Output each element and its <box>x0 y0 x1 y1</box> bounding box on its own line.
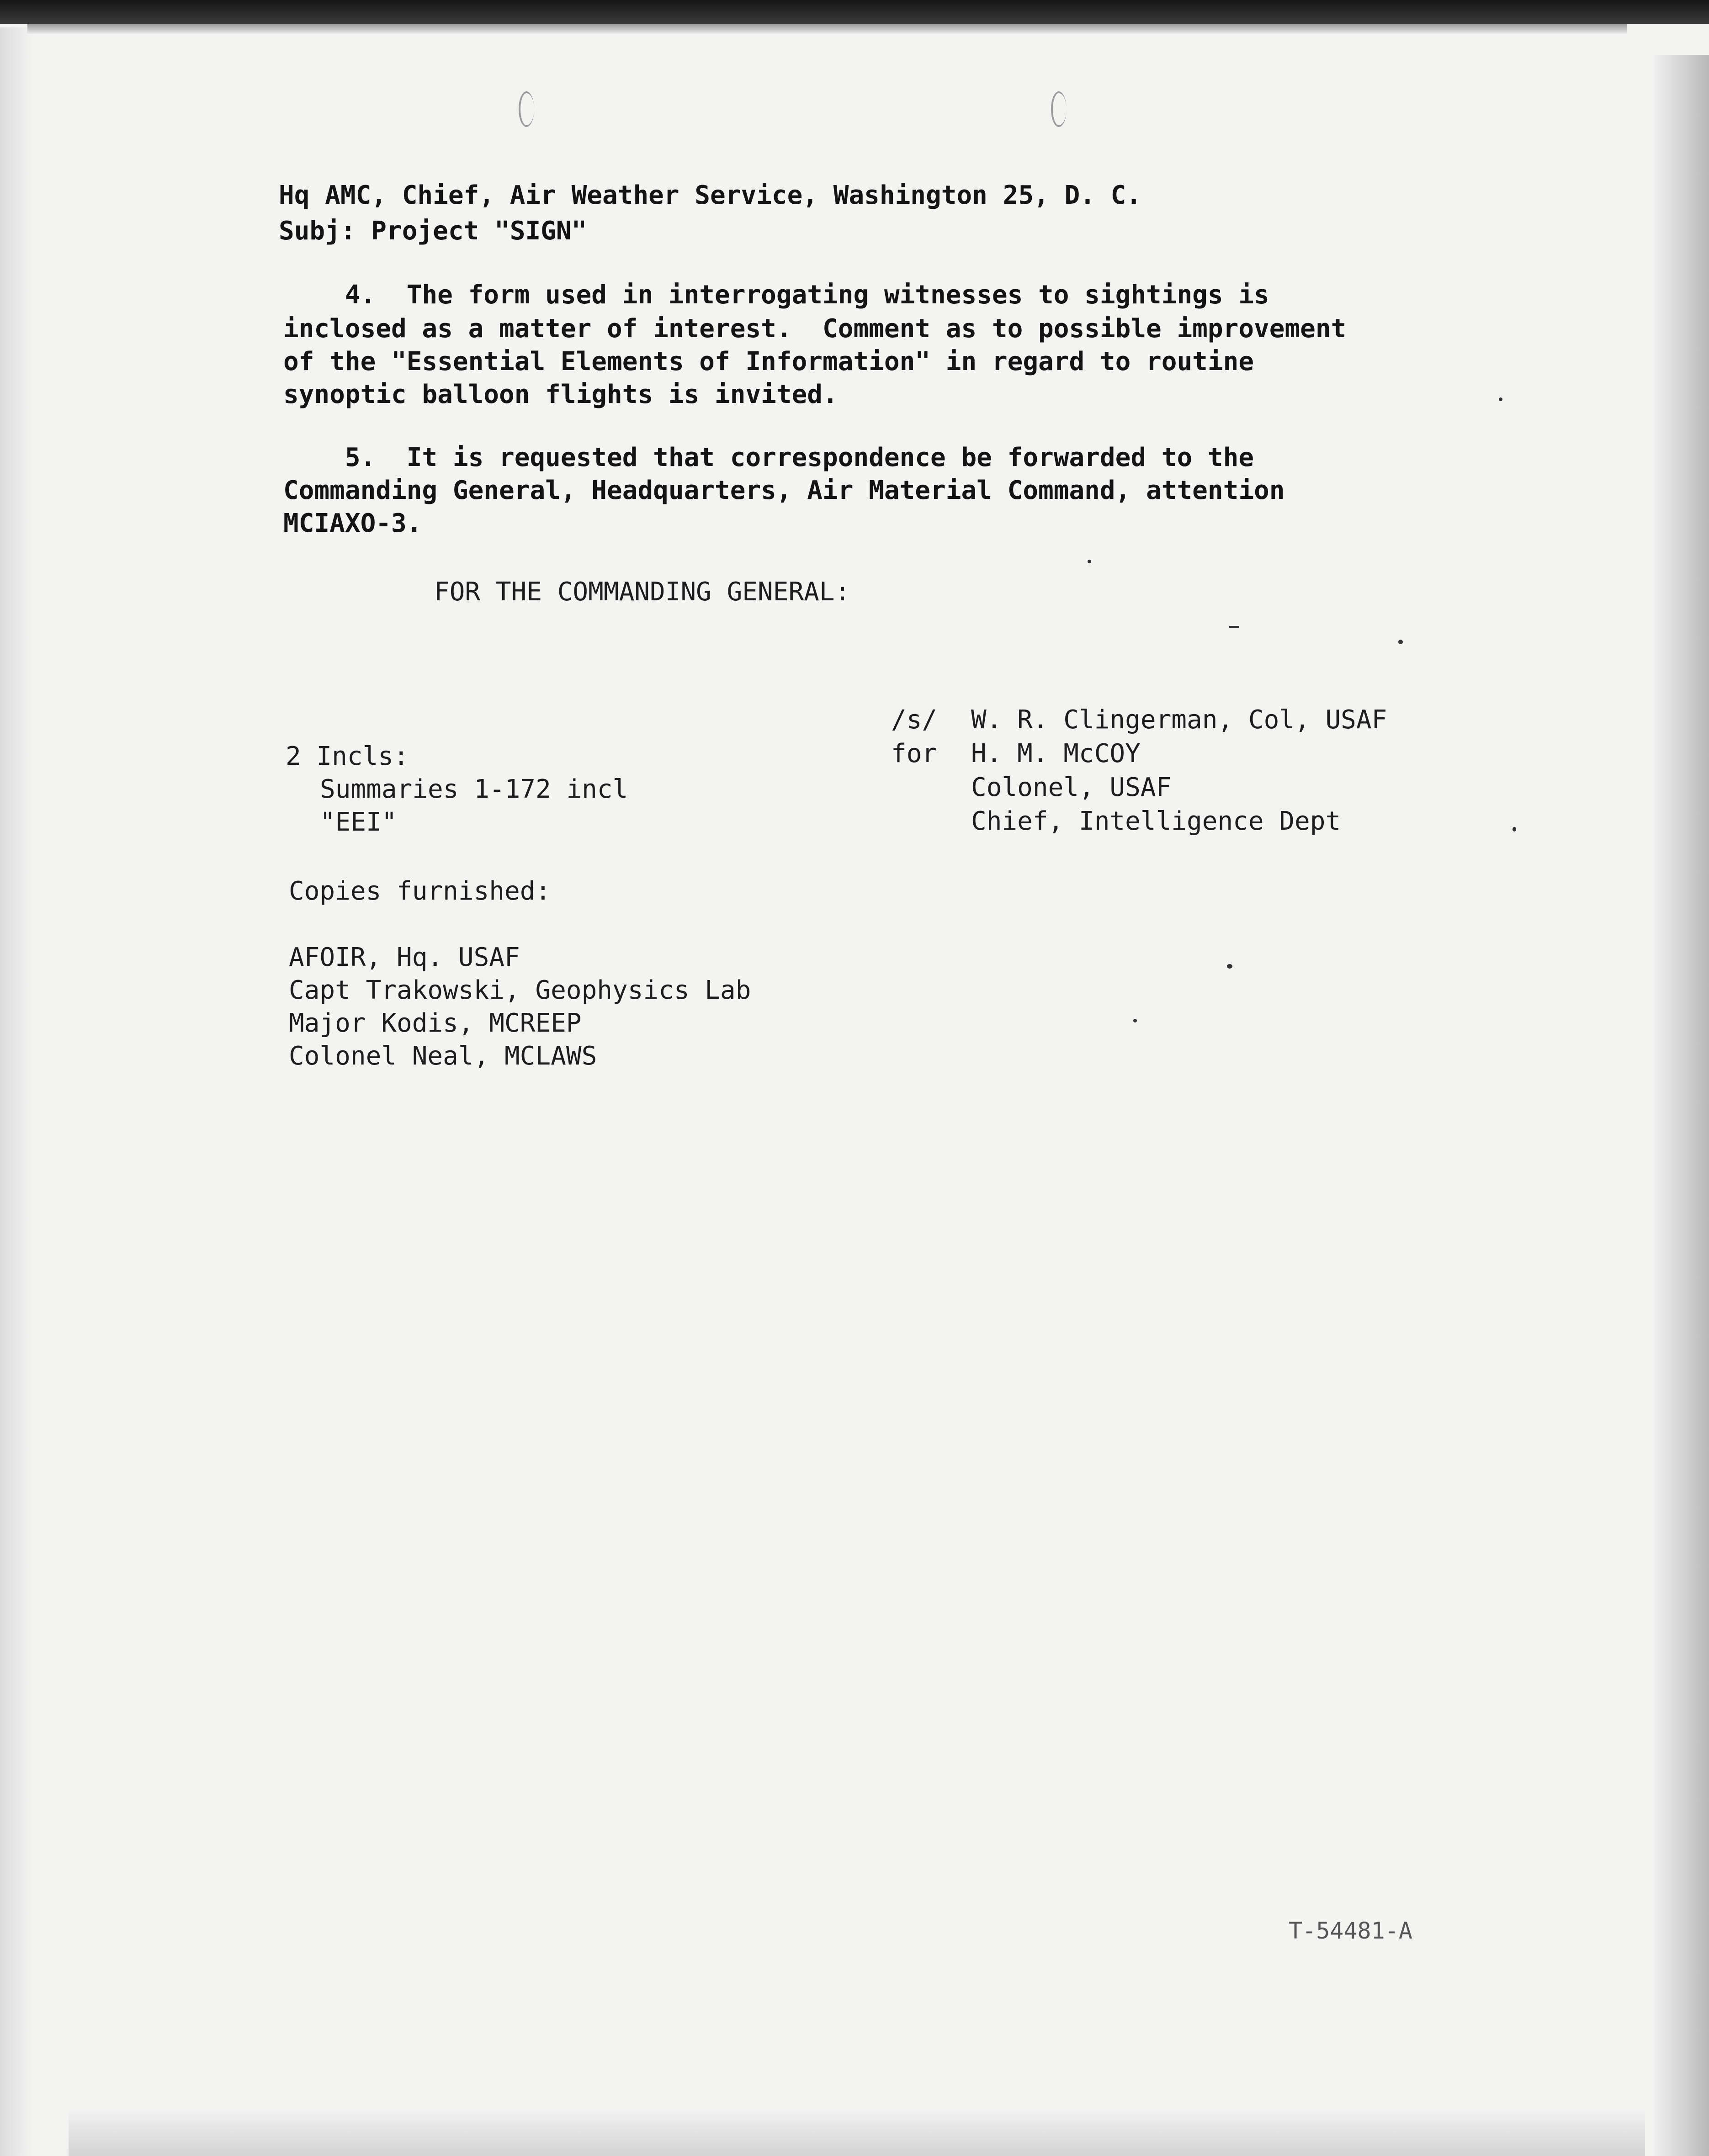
para4-line4: synoptic balloon flights is invited. <box>283 380 838 409</box>
para4-line2: inclosed as a matter of interest. Comment as to possible improvement <box>283 314 1347 344</box>
scan-edge-bottom <box>69 2111 1645 2156</box>
para5-line3: MCIAXO-3. <box>283 509 422 538</box>
copy-recipient: Capt Trakowski, Geophysics Lab <box>289 975 751 1005</box>
signature-prefix-for: for <box>891 739 938 768</box>
inclosure-item: "EEI" <box>320 807 397 837</box>
scan-speck <box>1229 626 1239 628</box>
signature-prefix-s: /s/ <box>891 705 938 735</box>
scan-speck <box>1088 560 1091 563</box>
copy-recipient: AFOIR, Hq. USAF <box>289 943 520 972</box>
file-number: T-54481-A <box>1289 1918 1412 1944</box>
scan-edge-top-inner <box>27 24 1627 34</box>
heading-address: Hq AMC, Chief, Air Weather Service, Washington 25, D. C. <box>279 180 1142 210</box>
closing-line: FOR THE COMMANDING GENERAL: <box>434 577 850 607</box>
scan-speck <box>1398 640 1403 644</box>
para5-line1: 5. It is requested that correspondence be forwarded to the <box>283 443 1254 472</box>
scan-speck <box>1499 397 1502 401</box>
scan-edge-left <box>0 27 32 2156</box>
punch-mark-left <box>519 91 534 127</box>
para5-line2: Commanding General, Headquarters, Air Material Command, attention <box>283 476 1285 505</box>
inclosures-title: 2 Incls: <box>286 742 409 771</box>
para4-line1: 4. The form used in interrogating witnesses to sightings is <box>283 280 1269 310</box>
heading-subject: Subj: Project "SIGN" <box>279 216 587 246</box>
scan-edge-top <box>0 0 1709 24</box>
scan-speck <box>1513 827 1516 832</box>
copies-title: Copies furnished: <box>289 876 551 906</box>
signature-line1: W. R. Clingerman, Col, USAF <box>971 705 1387 735</box>
inclosure-item: Summaries 1-172 incl <box>320 774 628 804</box>
scan-speck <box>1227 964 1232 969</box>
copy-recipient: Major Kodis, MCREEP <box>289 1008 582 1038</box>
punch-mark-right <box>1051 91 1067 127</box>
scan-edge-right <box>1654 55 1709 2156</box>
signature-line4: Chief, Intelligence Dept <box>971 806 1341 836</box>
scan-speck <box>1133 1019 1137 1022</box>
signature-line2: H. M. McCOY <box>971 739 1141 768</box>
para4-line3: of the "Essential Elements of Information" in regard to routine <box>283 347 1254 376</box>
signature-line3: Colonel, USAF <box>971 773 1172 802</box>
copy-recipient: Colonel Neal, MCLAWS <box>289 1041 597 1071</box>
